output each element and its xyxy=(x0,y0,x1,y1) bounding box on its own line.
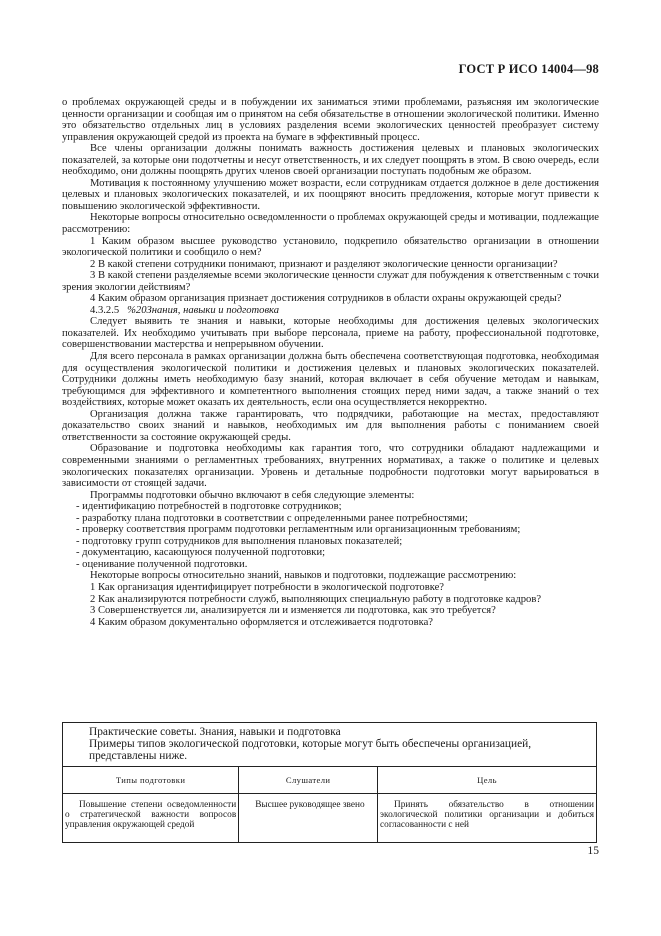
table-cell: Высшее руководящее звено xyxy=(239,794,378,843)
question-item: 2 Как анализируются потребности служб, выполняющих специальную работу в подготовке кадров? xyxy=(90,593,542,605)
page-number: 15 xyxy=(587,845,599,857)
question-item: 2 В какой степени сотрудники понимают, признают и разделяют экологические ценности организации? xyxy=(90,258,558,270)
question-item: 4 Каким образом документально оформляется и отслеживается подготовка? xyxy=(90,616,433,628)
list-item: - оценивание полученной подготовки. xyxy=(76,558,248,570)
list-item: - идентификацию потребностей в подготовке сотрудников; xyxy=(76,501,342,513)
question-item: 1 Каким образом высшее руководство установило, подкрепило обязательство организации в отношении экологической политики и сообщило о нем? xyxy=(62,235,599,259)
column-header-types: Типы подготовки xyxy=(63,767,239,794)
table-header-row xyxy=(63,767,597,794)
document-header: ГОСТ Р ИСО 14004—98 xyxy=(458,62,599,76)
question-item: 4 Каким образом организация признает достижения сотрудников в области охраны окружающей среды? xyxy=(90,293,562,305)
section-title: %20Знания, навыки и подготовка xyxy=(127,304,280,316)
list-item: - разработку плана подготовки в соответствии с определенными ранее потребностями; xyxy=(76,512,468,524)
column-header-audience: Слушатели xyxy=(239,767,378,794)
paragraph: Организация должна также гарантировать, что подрядчики, работающие на местах, предоставляют доказательство своих знаний и навыков, необходимых им для выполнения работы с пониманием своей ответственности за состояние окружающей среды. xyxy=(62,408,599,443)
paragraph: Некоторые вопросы относительно осведомленности о проблемах окружающей среды и мотивации, подлежащие рассмотрению: xyxy=(62,212,599,236)
list-item: - проверку соответствия программ подготовки регламентным или организационным требованиям; xyxy=(76,524,521,536)
paragraph: Следует выявить те знания и навыки, которые необходимы для достижения целевых экологических показателей. Их необходимо учитывать при выборе персонала, приеме на работу, профессиональной подготовке, совершенствовании мастерства и непрерывном обучении. xyxy=(62,316,599,351)
paragraph: Образование и подготовка необходимы как гарантия того, что сотрудники обладают надлежащими и современными знаниями о регламентных требованиях, внутренних нормативах, а также о политике и целевых экологических показателях организации. Уровень и детальные подробности подготовки могут варьироваться в зависимости от стоящей задачи. xyxy=(62,443,599,490)
paragraph: Все члены организации должны понимать важность достижения целевых и плановых экологических показателей, за которые они подотчетны и несут ответственность, и их следует поощрять в этом. В свою очередь, если необходимо, они должны поощрять других членов своей организации поступать подобным же образом. xyxy=(62,143,599,178)
section-number: 4.3.2.5 xyxy=(90,304,120,316)
paragraph: Некоторые вопросы относительно знаний, навыков и подготовки, подлежащие рассмотрению: xyxy=(90,570,517,582)
table-cell: Повышение степени осведомленности о стратегической важности вопросов управления окружающей средой xyxy=(63,794,239,843)
paragraph: Программы подготовки обычно включают в себя следующие элементы: xyxy=(90,489,415,501)
practical-advice-box xyxy=(62,722,597,766)
question-item: 1 Как организация идентифицирует потребности в экологической подготовке? xyxy=(90,581,444,593)
list-item: - подготовку групп сотрудников для выполнения плановых показателей; xyxy=(76,535,403,547)
table-cell: Принять обязательство в отношении экологической политики организации и добиться согласованности с ней xyxy=(378,794,597,843)
list-item: - документацию, касающуюся полученной подготовки; xyxy=(76,547,326,559)
body-text xyxy=(62,97,599,628)
practical-advice-text: Примеры типов экологической подготовки, которые могут быть обеспечены организацией, представлены ниже. xyxy=(89,738,532,762)
question-item: 3 В какой степени разделяемые всеми экологические ценности служат для побуждения к ответственным с точки зрения экологии действиям? xyxy=(62,270,599,293)
question-item: 3 Совершенствуется ли, анализируется ли и изменяется ли подготовка, как это требуется? xyxy=(90,605,496,617)
column-header-goal: Цель xyxy=(378,767,597,794)
paragraph: Для всего персонала в рамках организации должна быть обеспечена соответствующая подготовка, необходимая для осуществления экологической политики и достижения целевых и плановых экологических показателей. Сотрудники должны иметь необходимую базу знаний, которая включает в себя обучение методам и навыкам, требующимся для эффективного и компетентного выполнения стоящих перед ними задач, а также знаний о тех воздействиях, которые может оказать их деятельность, если она осуществляется некорректно. xyxy=(62,351,599,409)
paragraph: о проблемах окружающей среды и в побуждении их заниматься этими проблемами, разъясняя им экологические ценности организации и сообщая им о принятом на себя обязательстве в отношении экологической политики. Именно это обязательство отдельных лиц в условиях разделения всеми экологических ценностей преобразует систему управления окружающей средой из проекта на бумаге в эффективный процесс. xyxy=(62,97,599,143)
practical-advice-title: Практические советы. Знания, навыки и подготовка xyxy=(89,726,341,738)
training-types-table xyxy=(62,766,597,843)
table-row xyxy=(63,794,597,843)
paragraph: Мотивация к постоянному улучшению может возрасти, если сотрудникам отдается должное в деле достижения целевых и плановых экологических показателей, и их поощряют вносить предложения, которые могут привести к повышению экологической эффективности. xyxy=(62,177,599,212)
section-heading xyxy=(62,305,599,317)
